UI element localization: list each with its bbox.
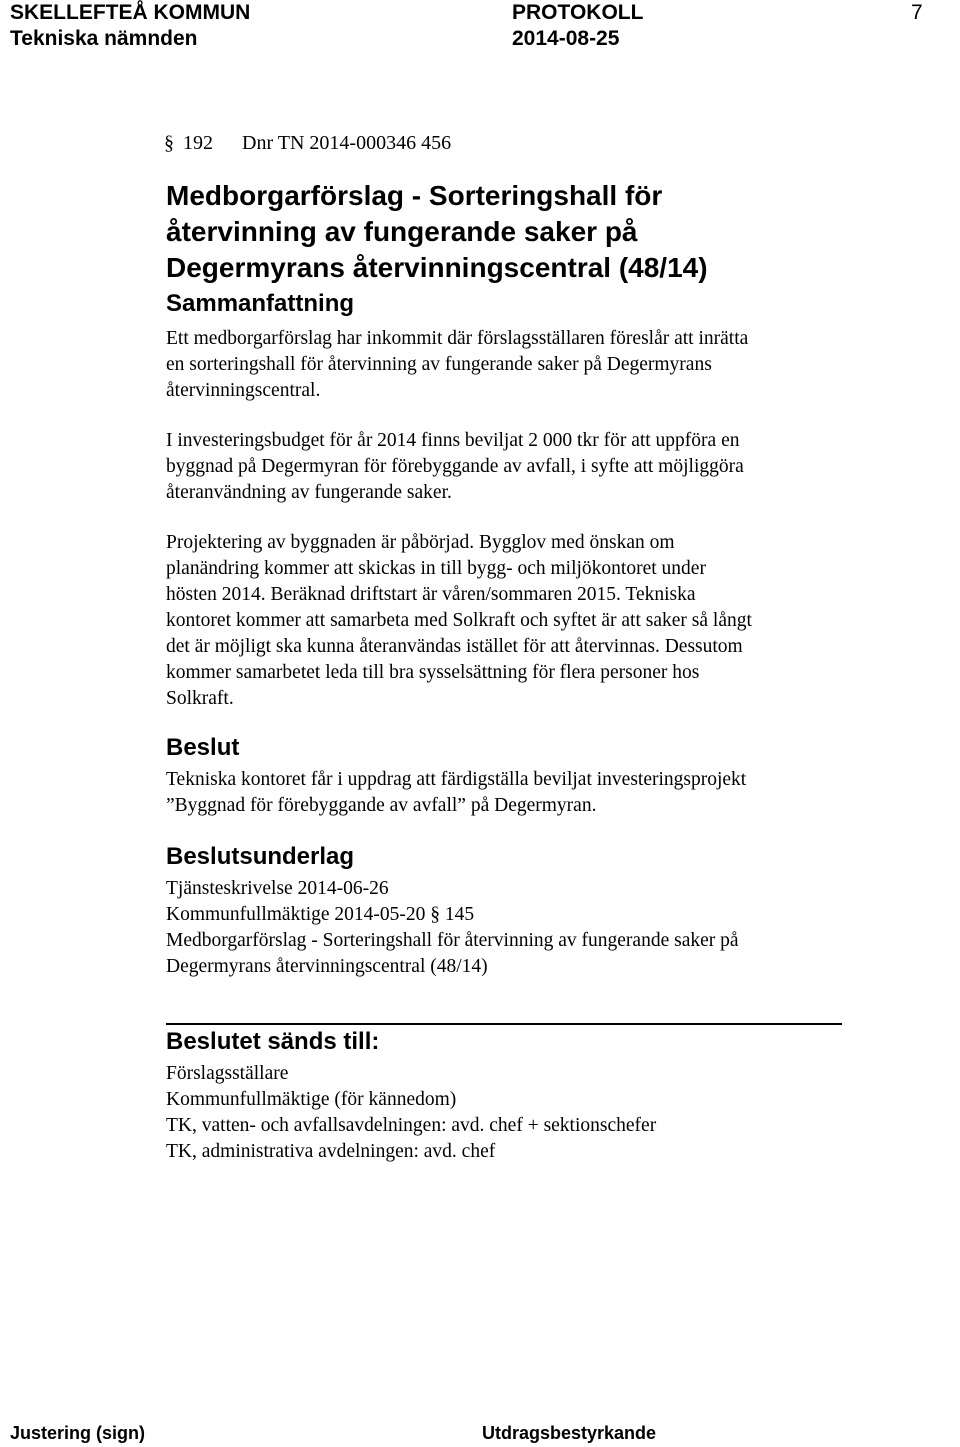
text-line: ”Byggnad för förebyggande av avfall” på Degermyran.: [166, 795, 597, 816]
heading-distribution: Beslutet sänds till:: [166, 1028, 380, 1055]
text-line: en sorteringshall för återvinning av fungerande saker på Degermyrans: [166, 354, 712, 375]
text-line: I investeringsbudget för år 2014 finns beviljat 2 000 tkr för att uppföra en: [166, 430, 740, 451]
list-item: TK, administrativa avdelningen: avd. chef: [166, 1141, 496, 1162]
text-line: kontoret kommer att samarbeta med Solkraft och syftet är att saker så långt: [166, 610, 752, 631]
title-line: Medborgarförslag - Sorteringshall för: [166, 180, 663, 211]
heading-beslut: Beslut: [166, 734, 240, 761]
list-item: Medborgarförslag - Sorteringshall för återvinning av fungerande saker på: [166, 930, 739, 951]
text-line: Tekniska kontoret får i uppdrag att färdigställa beviljat investeringsprojekt: [166, 769, 747, 790]
text-line: Ett medborgarförslag har inkommit där förslagsställaren föreslår att inrätta: [166, 328, 749, 349]
distribution-list: [166, 1061, 866, 1165]
organization-name: SKELLEFTEÅ KOMMUN: [10, 1, 251, 24]
text-line: Solkraft.: [166, 688, 234, 709]
summary-paragraph-2: [166, 428, 866, 506]
title-line: Degermyrans återvinningscentral (48/14): [166, 252, 708, 283]
footer-signature-label: Justering (sign): [10, 1423, 146, 1443]
text-line: återvinningscentral.: [166, 380, 321, 401]
diary-number: Dnr TN 2014-000346 456: [242, 132, 452, 154]
title-line: återvinning av fungerande saker på: [166, 216, 638, 247]
summary-paragraph-1: [166, 326, 866, 404]
text-line: återanvändning av fungerande saker.: [166, 482, 452, 503]
heading-beslutsunderlag: Beslutsunderlag: [166, 843, 355, 870]
text-line: planändring kommer att skickas in till bygg- och miljökontoret under: [166, 558, 706, 579]
paragraph-symbol: §: [164, 132, 174, 154]
heading-sammanfattning: Sammanfattning: [166, 290, 355, 317]
section-number: 192: [183, 132, 213, 154]
list-item: Förslagsställare: [166, 1063, 289, 1084]
list-item: Tjänsteskrivelse 2014-06-26: [166, 878, 389, 899]
committee-name: Tekniska nämnden: [10, 27, 198, 50]
text-line: Projektering av byggnaden är påbörjad. Bygglov med önskan om: [166, 532, 675, 553]
text-line: det är möjligt ska kunna återanvändas istället för att återvinnas. Dessutom: [166, 636, 743, 657]
decision-basis-list: [166, 876, 866, 980]
list-item: Degermyrans återvinningscentral (48/14): [166, 956, 488, 977]
page-title: [166, 178, 708, 286]
list-item: Kommunfullmäktige (för kännedom): [166, 1089, 457, 1110]
list-item: Kommunfullmäktige 2014-05-20 § 145: [166, 904, 475, 925]
text-line: byggnad på Degermyran för förebyggande av avfall, i syfte att möjliggöra: [166, 456, 744, 477]
text-line: hösten 2014. Beräknad driftstart är våren/sommaren 2015. Tekniska: [166, 584, 696, 605]
page-number: 7: [911, 1, 923, 24]
section-divider: [166, 1023, 842, 1025]
section-number-line: [164, 130, 451, 156]
text-line: kommer samarbetet leda till bra sysselsättning för flera personer hos: [166, 662, 700, 683]
document-type: PROTOKOLL: [512, 1, 644, 24]
meeting-date: 2014-08-25: [512, 27, 620, 50]
footer-certification-label: Utdragsbestyrkande: [482, 1423, 657, 1443]
decision-text: [166, 767, 866, 819]
list-item: TK, vatten- och avfallsavdelningen: avd. chef + sektionschefer: [166, 1115, 657, 1136]
summary-paragraph-3: [166, 530, 866, 712]
